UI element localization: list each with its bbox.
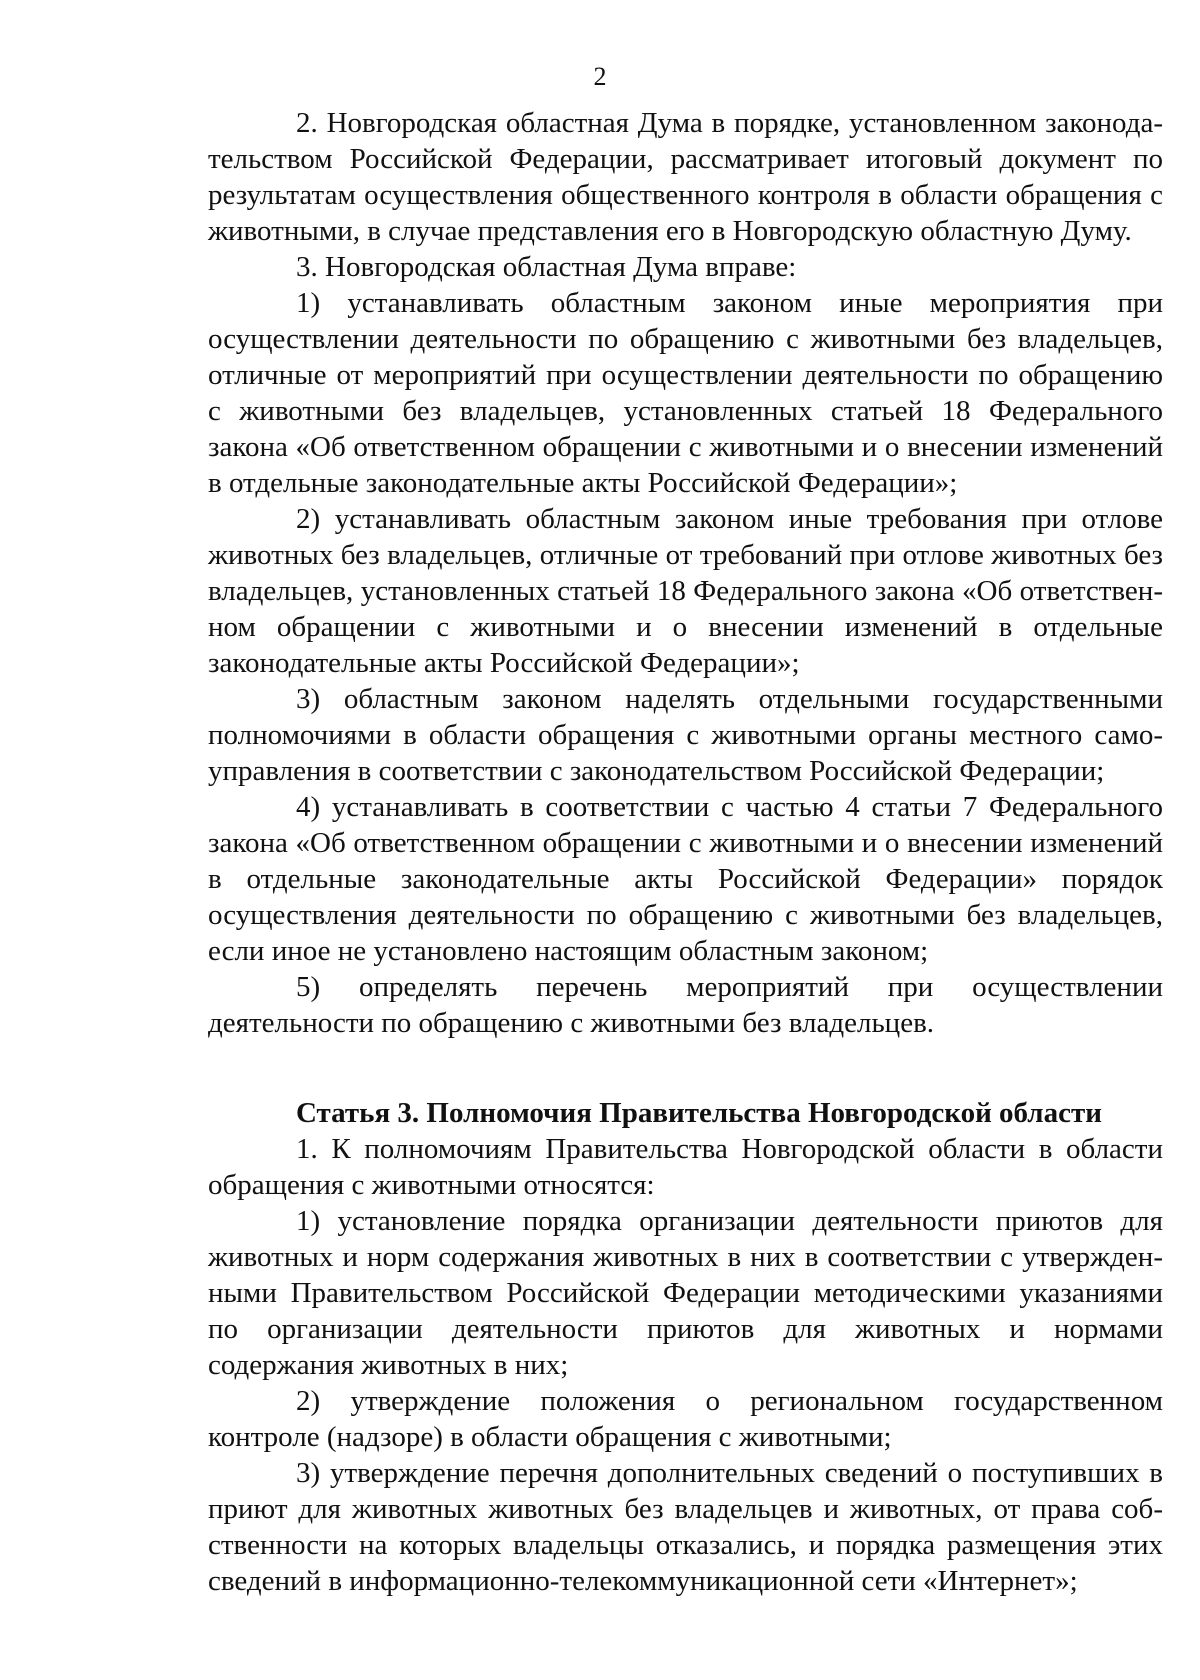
article-3-heading: Статья 3. Полномочия Правительства Новгородской области — [296, 1097, 1102, 1129]
paragraph-duma-rights: 3. Новгородская областная Дума вправе: — [296, 251, 797, 283]
list-item-duma-3: 3) областным законом наделять отдельными государственными полномочиями в области обращения с животными органы местного самоуправления в соответствии с законодательством Российской Федерации; — [208, 683, 1163, 787]
list-item-duma-5: 5) определять перечень мероприятий при осуществлении деятельности по обращению с животными без владельцев. — [208, 971, 1163, 1039]
list-item-government-1: 1) установление порядка организации деятельности приютов для животных и норм содержания животных в них в соответствии с утвержденными Правительством Российской Федерации методическими указаниями по организации деятельности приютов для животных и нормами содержания животных в них; — [208, 1205, 1163, 1381]
list-item-duma-4: 4) устанавливать в соответствии с частью 4 статьи 7 Федерального закона «Об ответственном обращении с животными и о внесении изменений в отдельные законодательные акты Российской Федерации» порядок осуществления деятельности по обращению с животными без владельцев, если иное не установлено настоящим областным законом; — [208, 791, 1163, 967]
paragraph-duma-review: 2. Новгородская областная Дума в порядке, установленном законодательством Российской Федерации, рассматривает итоговый документ по результатам осуществления общественного контроля в области обращения с животными, в случае представления его в Новгородскую областную Думу. — [208, 107, 1163, 247]
list-item-duma-2: 2) устанавливать областным законом иные требования при отлове животных без владельцев, отличные от требований при отлове животных без владельцев, установленных статьей 18 Федерального закона «Об ответственном обращении с животными и о внесении изменений в отдельные законодательные акты Российской Федерации»; — [208, 503, 1163, 679]
paragraph-government-powers: 1. К полномочиям Правительства Новгородской области в области обращения с животными относятся: — [208, 1133, 1163, 1201]
document-body — [208, 105, 1163, 1599]
list-item-government-3: 3) утверждение перечня дополнительных сведений о поступивших в приют для животных животных без владельцев и животных, от права собственности на которых владельцы отказались, и порядка размещения этих сведений в информационно-телекоммуникационной сети «Интернет»; — [208, 1457, 1163, 1597]
list-item-duma-1: 1) устанавливать областным законом иные мероприятия при осуществлении деятельности по обращению с животными без владельцев, отличные от мероприятий при осуществлении деятельности по обращению с животными без владельцев, установленных статьей 18 Федерального закона «Об ответственном обращении с животными и о внесении изменений в отдельные законодательные акты Российской Федерации»; — [208, 287, 1163, 499]
list-item-government-2: 2) утверждение положения о региональном государственном контроле (надзоре) в области обращения с животными; — [208, 1385, 1163, 1453]
page-number: 2 — [593, 62, 607, 91]
